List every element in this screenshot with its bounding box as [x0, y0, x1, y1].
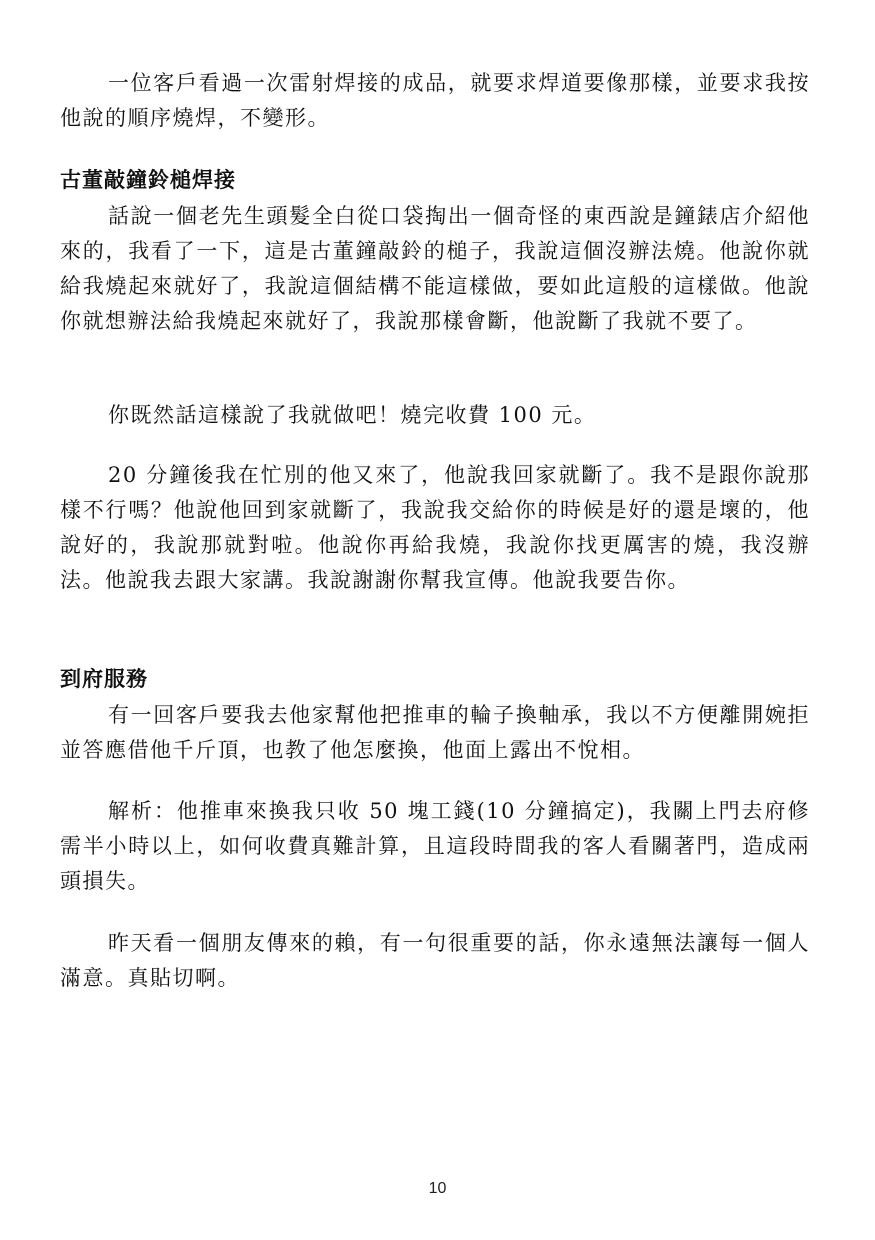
paragraph-analysis: 解析：他推車來換我只收 50 塊工錢(10 分鐘搞定)，我關上門去府修需半小時以上，如何收費真難計算，且這段時間我的客人看關著門，造成兩頭損失。: [60, 799, 810, 893]
page-number: 10: [428, 1180, 447, 1197]
document-page: [60, 0, 810, 1240]
paragraph-laser-weld-request: 一位客戶看過一次雷射焊接的成品，就要求焊道要像那樣，並要求我按他說的順序燒焊，不變形。: [60, 71, 810, 130]
paragraph-broke-at-home: 20 分鐘後我在忙別的他又來了，他說我回家就斷了。我不是跟你說那樣不行嗎？他說他回到家就斷了，我說我交給你的時候是好的還是壞的，他說好的，我說那就對啦。他說你再給我燒，我說你找更厲害的燒，我沒辦法。他說我去跟大家講。我說謝謝你幫我宣傳。他說我要告你。: [60, 463, 810, 592]
paragraph-cart-bearing-request: 有一回客戶要我去他家幫他把推車的輪子換軸承，我以不方便離開婉拒並答應借他千斤頂，也教了他怎麼換，他面上露出不悅相。: [60, 703, 810, 762]
section-heading-house-call-service: 到府服務: [60, 666, 148, 691]
paragraph-charge-100: 你既然話這樣說了我就做吧！燒完收費 100 元。: [108, 403, 597, 427]
section-heading-antique-bell-hammer: 古董敲鐘鈴槌焊接: [60, 167, 236, 192]
paragraph-old-gentleman-story: 話說一個老先生頭髮全白從口袋掏出一個奇怪的東西說是鐘錶店介紹他來的，我看了一下，這是古董鐘敲鈴的槌子，我說這個沒辦法燒。他說你就給我燒起來就好了，我說這個結構不能這樣做，要如此這般的這樣做。他說你就想辦法給我燒起來就好了，我說那樣會斷，他說斷了我就不要了。: [60, 204, 810, 333]
paragraph-cannot-satisfy-everyone: 昨天看一個朋友傳來的賴，有一句很重要的話，你永遠無法讓每一個人滿意。真貼切啊。: [60, 931, 810, 990]
